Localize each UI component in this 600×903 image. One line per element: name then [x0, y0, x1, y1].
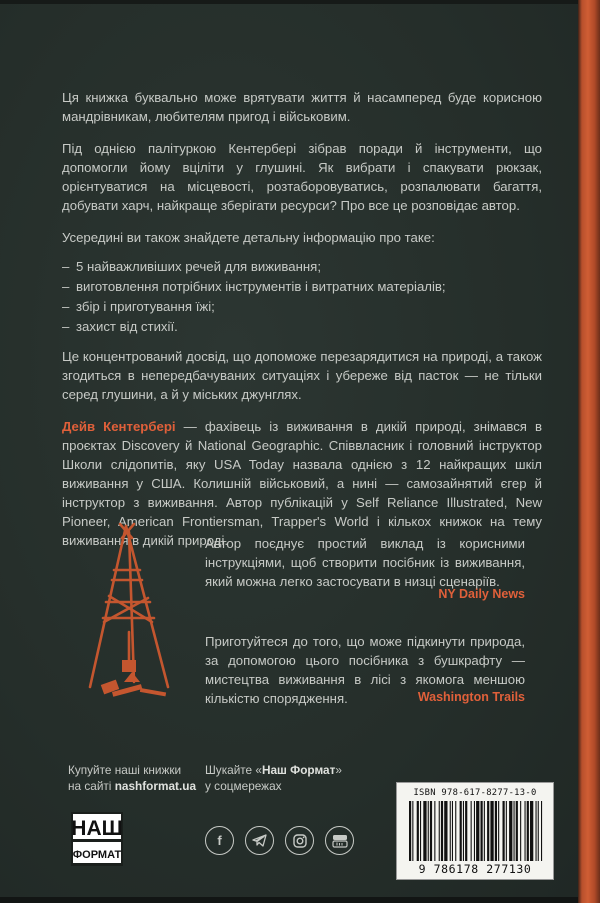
- nash-format-logo: [68, 809, 126, 869]
- bullet: –: [62, 259, 70, 274]
- author-bio-text: — фахівець із виживання в дикій природі, знімався в проєктах Discovery й National Geographic. Співвласник і головний інструктор Школи слідопитів, яку USA Today назвала однією з 12 найкращих шкіл виживання у США. Колишній військовий, а нині — самозайнятий єгер й інструктор з виживання. Автор публікацій у Self Reliance Illustrated, New Pioneer, American Frontiersman, Trapper's World і кількох книжок на тему виживання в дикій природі.: [62, 419, 542, 548]
- tipi-illustration: [82, 522, 177, 717]
- description-block: [62, 88, 542, 563]
- list-item: – захист від стихії.: [62, 319, 178, 334]
- intro-paragraph-3: Усередині ви також знайдете детальну інформацію про таке:: [62, 230, 435, 245]
- barcode-label: [396, 782, 554, 880]
- facebook-icon[interactable]: f: [205, 826, 234, 855]
- intro-paragraph-1: Ця книжка буквально може врятувати життя й насамперед буде корисною мандрівникам, любителям пригод і військовим.: [62, 90, 542, 124]
- buy-line-2: на сайті nashformat.ua: [68, 779, 197, 793]
- social-line-1: Шукайте «Наш Формат»: [205, 763, 342, 777]
- youtube-icon[interactable]: [325, 826, 354, 855]
- bullet: –: [62, 279, 70, 294]
- logo-top-text: НАШ: [71, 817, 123, 840]
- social-icons: [205, 826, 354, 855]
- quote-2: Приготуйтеся до того, що може підкинути природа, за допомогою цього посібника з бушкрафту — мистецтва виживання в лісі з якомога меншою кількістю спорядження.: [205, 634, 525, 706]
- intro-paragraph-4: Це концентрований досвід, що допоможе перезарядитися на природі, а також згодиться в непередбачуваних ситуаціях і убереже від пасток — не тільки серед глушини, а й у міських джунглях.: [62, 349, 542, 402]
- ean-number: 9 786178 277130: [418, 862, 532, 876]
- instagram-icon[interactable]: [285, 826, 314, 855]
- social-info: [205, 762, 342, 794]
- site-link[interactable]: nashformat.ua: [114, 779, 197, 793]
- barcode-icon: [407, 801, 545, 861]
- social-line-2: у соцмережах: [205, 779, 282, 793]
- author-name: Дейв Кентербері: [62, 419, 176, 434]
- feature-list: [62, 258, 542, 335]
- logo-bottom-text: ФОРМАТ: [72, 849, 122, 861]
- buy-info: [68, 762, 196, 794]
- telegram-icon[interactable]: [245, 826, 274, 855]
- bullet: –: [62, 319, 70, 334]
- list-item: – виготовлення потрібних інструментів і витратних матеріалів;: [62, 279, 446, 294]
- isbn-text: ISBN 978-617-8277-13-0: [413, 788, 537, 798]
- quote-2-source: Washington Trails: [417, 690, 525, 704]
- intro-paragraph-2: Під однією палітуркою Кентербері зібрав поради й інструменти, що допомогли йому вціліти у глушині. Як вибрати і спакувати рюкзак, орієнтуватися на місцевості, розтабоpовуватись, розпалювати багаття, добувати харч, найкраще зберігати ресурси? Про все це розповідає автор.: [62, 141, 542, 213]
- buy-line-1: Купуйте наші книжки: [68, 763, 182, 777]
- list-item: – 5 найважливіших речей для виживання;: [62, 259, 321, 274]
- bullet: –: [62, 299, 70, 314]
- quote-1: Автор поєднує простий виклад із корисними інструкціями, щоб створити посібник із виживання, який можна легко застосувати в низці сценаріїв.: [205, 536, 525, 589]
- quote-1-source: NY Daily News: [438, 587, 525, 601]
- list-item: – збір і приготування їжі;: [62, 299, 215, 314]
- spine-edge: [578, 0, 600, 903]
